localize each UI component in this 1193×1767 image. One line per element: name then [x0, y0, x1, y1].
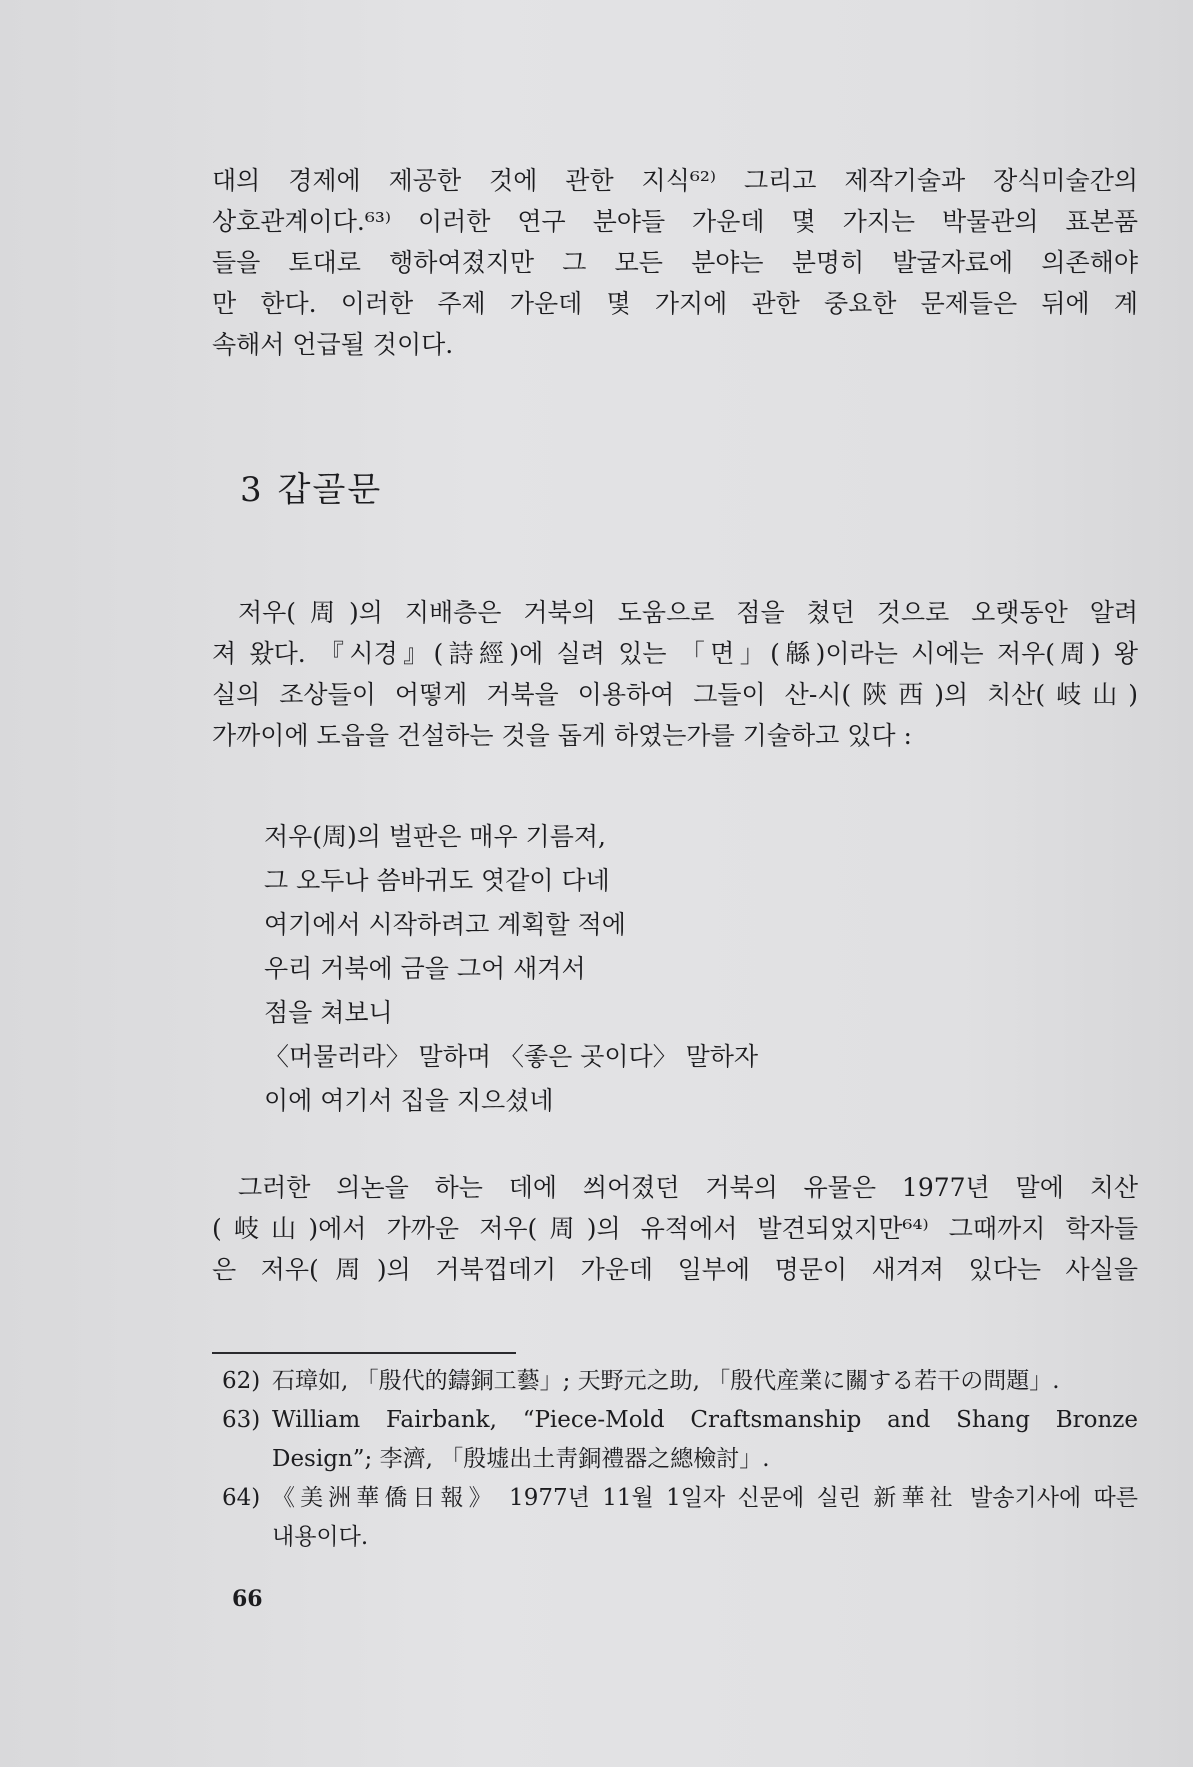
- poem-line: 그 오두나 씀바귀도 엿같이 다네: [264, 866, 610, 895]
- footnote-number: 63): [222, 1407, 261, 1433]
- section-heading: [240, 462, 382, 511]
- poem-line: 〈머물러라〉 말하며 〈좋은 곳이다〉 말하자: [264, 1042, 759, 1071]
- poem-line: 저우(周)의 벌판은 매우 기름져,: [264, 822, 606, 851]
- paragraph-1: [212, 160, 1138, 365]
- footnote-body: [272, 1362, 1138, 1401]
- page-number: 66: [232, 1586, 263, 1612]
- paragraph-line: 상호관계이다.⁶³⁾ 이러한 연구 분야들 가운데 몇 가지는 박물관의 표본품: [212, 207, 1138, 236]
- paragraph-line: 대의 경제에 제공한 것에 관한 지식⁶²⁾ 그리고 제작기술과 장식미술간의: [212, 166, 1138, 195]
- paragraph-line: 들을 토대로 행하여졌지만 그 모든 분야는 분명히 발굴자료에 의존해야: [212, 248, 1138, 277]
- footnote-number: 64): [222, 1485, 261, 1511]
- footnote-line: 내용이다.: [272, 1524, 369, 1550]
- paragraph-line: 속해서 언급될 것이다.: [212, 330, 454, 359]
- footnote-divider: [212, 1352, 516, 1354]
- paragraph-line: (岐山)에서 가까운 저우(周)의 유적에서 발견되었지만⁶⁴⁾ 그때까지 학자들: [212, 1214, 1138, 1243]
- footnote-64: [212, 1479, 1138, 1557]
- paragraph-line: 져 왔다. 『시경』(詩經)에 실려 있는 「면」(緜)이라는 시에는 저우(周) 왕: [212, 639, 1138, 668]
- poem-line: 점을 쳐보니: [264, 998, 393, 1027]
- paragraph-line: 만 한다. 이러한 주제 가운데 몇 가지에 관한 중요한 문제들은 뒤에 계: [212, 289, 1138, 318]
- poem-block: [264, 815, 758, 1123]
- paragraph-line: 저우(周)의 지배층은 거북의 도움으로 점을 쳤던 것으로 오랫동안 알려: [238, 598, 1138, 627]
- paragraph-line: 은 저우(周)의 거북껍데기 가운데 일부에 명문이 새겨져 있다는 사실을: [212, 1255, 1138, 1284]
- section-title: 갑골문: [277, 470, 383, 510]
- footnote-line: 《美洲華僑日報》 1977년 11월 1일자 신문에 실린 新華社 발송기사에 따른: [272, 1485, 1138, 1511]
- footnotes: [212, 1362, 1138, 1557]
- paragraph-2: [212, 592, 1138, 756]
- footnote-62: [212, 1362, 1138, 1401]
- poem-line: 여기에서 시작하려고 계획할 적에: [264, 910, 626, 939]
- poem-line: 우리 거북에 금을 그어 새겨서: [264, 954, 586, 983]
- paragraph-3: [212, 1167, 1138, 1290]
- footnote-line: 石璋如, 「殷代的鑄銅工藝」; 天野元之助, 「殷代産業に關する若干の問題」.: [272, 1368, 1060, 1394]
- footnote-63: [212, 1401, 1138, 1479]
- paragraph-line: 실의 조상들이 어떻게 거북을 이용하여 그들이 산-시(陝西)의 치산(岐山): [212, 680, 1138, 709]
- footnote-line: Design”; 李濟, 「殷墟出土靑銅禮器之總檢討」.: [272, 1446, 770, 1472]
- footnote-number: 62): [222, 1368, 261, 1394]
- paragraph-line: 그러한 의논을 하는 데에 씌어졌던 거북의 유물은 1977년 말에 치산: [238, 1173, 1138, 1202]
- paragraph-line: 가까이에 도읍을 건설하는 것을 돕게 하였는가를 기술하고 있다 :: [212, 721, 912, 750]
- poem-line: 이에 여기서 집을 지으셨네: [264, 1086, 554, 1115]
- footnote-line: William Fairbank, “Piece-Mold Craftsmanship and Shang Bronze: [272, 1407, 1138, 1433]
- footnote-body: [272, 1401, 1138, 1479]
- section-number: 3: [240, 470, 264, 510]
- footnote-body: [272, 1479, 1138, 1557]
